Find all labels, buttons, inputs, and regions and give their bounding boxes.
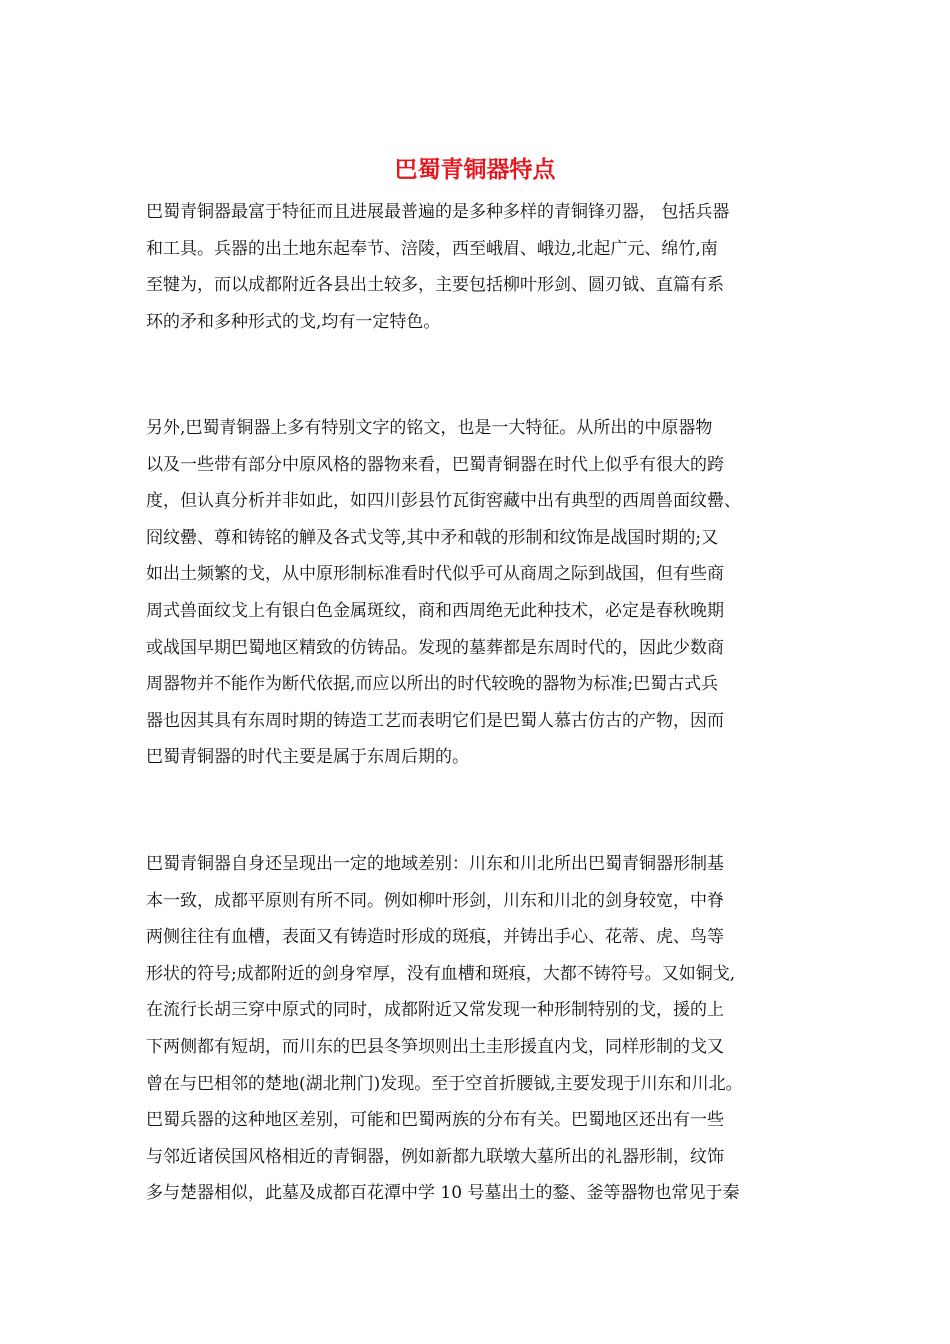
text-line: 在流行长胡三穿中原式的同时，成都附近又常发现一种形制特别的戈，援的上 — [146, 1000, 724, 1021]
text-line: 两侧往往有血槽，表面又有铸造时形成的斑痕，并铸出手心、花蒂、虎、鸟等 — [146, 927, 724, 948]
text-line: 周器物并不能作为断代依据,而应以所出的时代较晚的器物为标准;巴蜀古式兵 — [146, 674, 719, 695]
text-line: 度，但认真分析并非如此，如四川彭县竹瓦街窖藏中出有典型的西周兽面纹罍、 — [146, 491, 741, 512]
text-line: 另外,巴蜀青铜器上多有特别文字的铭文，也是一大特征。从所出的中原器物 — [146, 418, 713, 438]
text-line: 形状的符号;成都附近的剑身窄厚，没有血槽和斑痕，大都不铸符号。又如铜戈, — [146, 963, 736, 984]
text-line: 和工具。兵器的出土地东起奉节、涪陵，西至峨眉、峨边,北起广元、绵竹,南 — [146, 238, 718, 259]
text-line: 巴蜀青铜器最富于特征而且进展最普遍的是多种多样的青铜锋刃器， 包括兵器 — [146, 202, 730, 222]
text-line: 本一致，成都平原则有所不同。例如柳叶形剑，川东和川北的剑身较宽，中脊 — [146, 890, 724, 911]
text-line: 巴蜀青铜器自身还呈现出一定的地域差别：川东和川北所出巴蜀青铜器形制基 — [146, 854, 724, 874]
paragraph-1 — [146, 194, 822, 340]
text-line: 巴蜀兵器的这种地区差别，可能和巴蜀两族的分布有关。巴蜀地区还出有一些 — [146, 1110, 724, 1131]
paragraph-3 — [146, 846, 822, 1212]
text-line: 冏纹罍、尊和铸铭的觯及各式戈等,其中矛和戟的形制和纹饰是战国时期的;又 — [146, 527, 719, 548]
text-line: 多与楚器相似，此墓及成都百花潭中学 10 号墓出土的鍪、釜等器物也常见于秦 — [146, 1183, 740, 1204]
text-line: 至犍为，而以成都附近各县出土较多，主要包括柳叶形剑、圆刃钺、直篇有系 — [146, 275, 724, 296]
text-line: 与邻近诸侯国风格相近的青铜器，例如新都九联墩大墓所出的礼器形制，纹饰 — [146, 1146, 724, 1167]
text-line: 下两侧都有短胡，而川东的巴县冬笋坝则出土圭形援直内戈，同样形制的戈又 — [146, 1036, 724, 1057]
text-line: 巴蜀青铜器的时代主要是属于东周后期的。 — [146, 747, 469, 768]
text-line: 曾在与巴相邻的楚地(湖北荆门)发现。至于空首折腰钺,主要发现于川东和川北。 — [146, 1073, 743, 1094]
paragraph-2 — [146, 410, 822, 776]
text-line: 如出土频繁的戈，从中原形制标准看时代似乎可从商周之际到战国，但有些商 — [146, 564, 724, 585]
text-line: 器也因其具有东周时期的铸造工艺而表明它们是巴蜀人慕古仿古的产物，因而 — [146, 710, 724, 731]
text-line: 环的矛和多种形式的戈,均有一定特色。 — [146, 311, 441, 332]
text-line: 周式兽面纹戈上有银白色金属斑纹，商和西周绝无此种技术，必定是春秋晚期 — [146, 600, 724, 621]
text-line: 或战国早期巴蜀地区精致的仿铸品。发现的墓葬都是东周时代的，因此少数商 — [146, 637, 724, 658]
page-title: 巴蜀青铜器特点 — [394, 156, 556, 183]
text-line: 以及一些带有部分中原风格的器物来看，巴蜀青铜器在时代上似乎有很大的跨 — [146, 454, 724, 475]
